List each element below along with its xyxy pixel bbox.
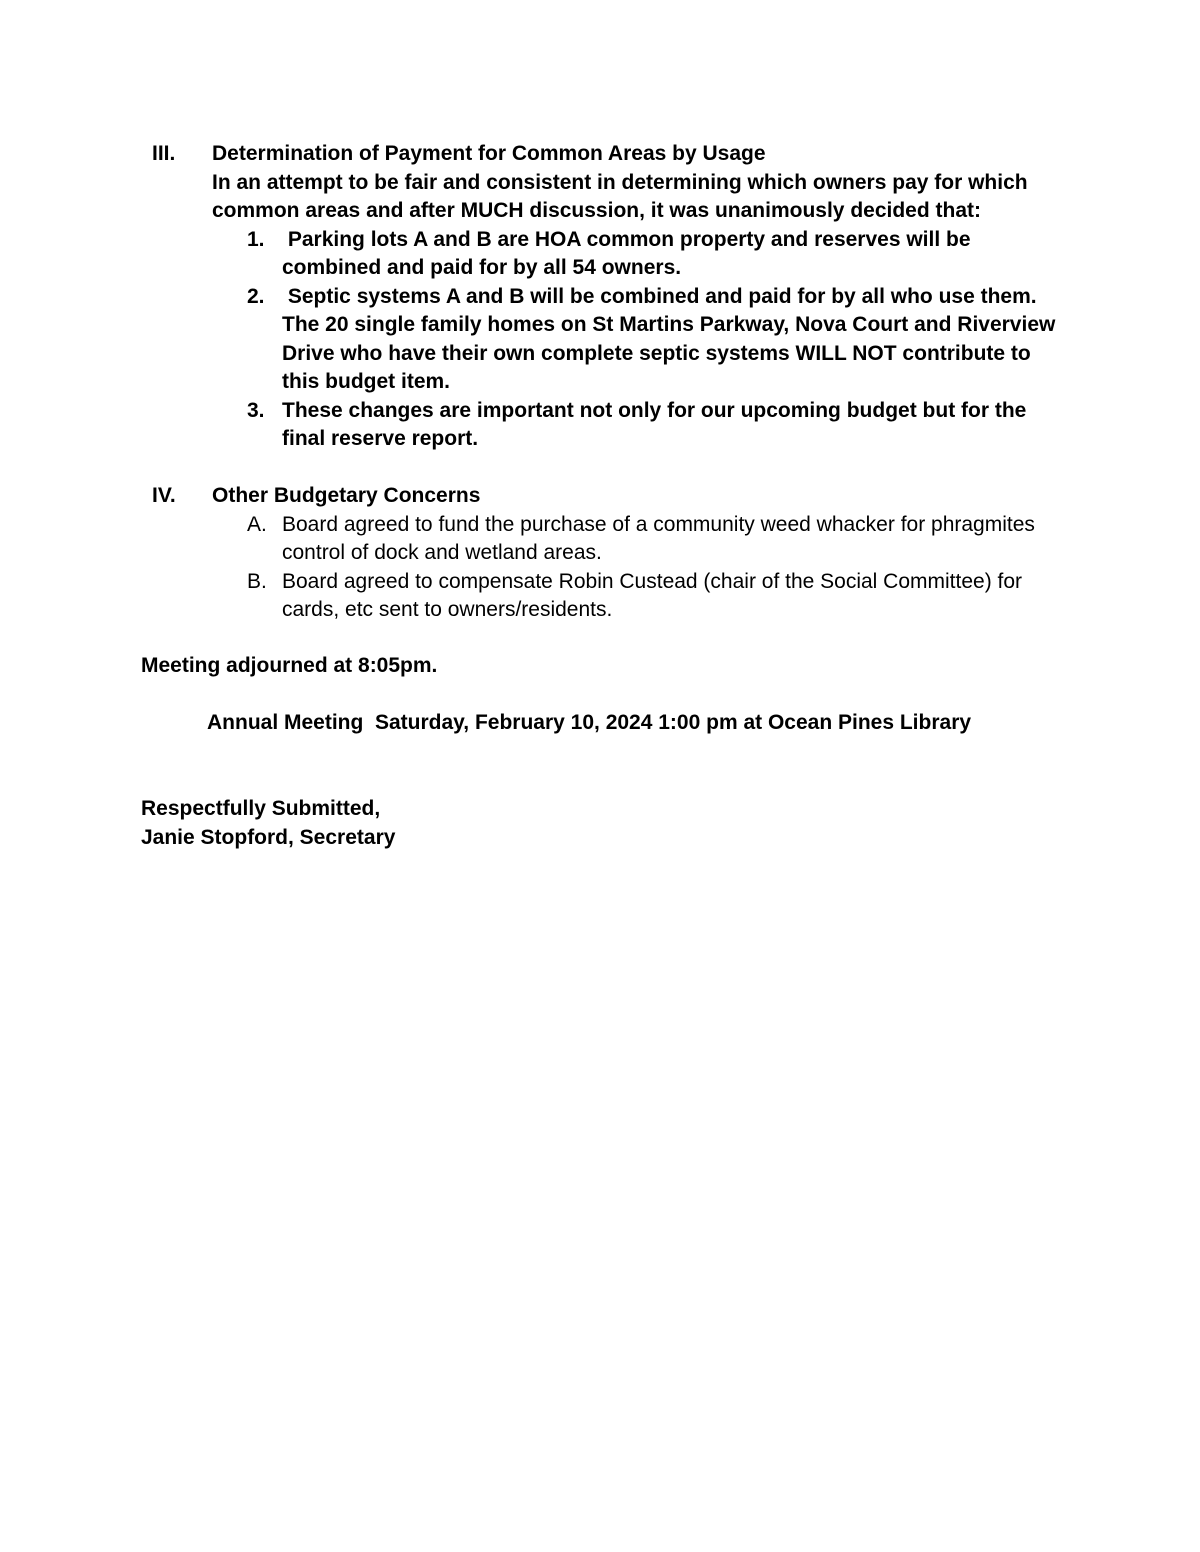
adjourned-note: Meeting adjourned at 8:05pm.: [141, 654, 438, 677]
decision-list: [247, 226, 1072, 454]
list-marker: A.: [247, 512, 267, 536]
section-number: III.: [152, 142, 176, 165]
list-item: [247, 397, 1072, 454]
list-item-text: Board agreed to fund the purchase of a community weed whacker for phragmites control of dock and wetland areas.: [282, 512, 1035, 564]
annual-meeting-note: Annual Meeting Saturday, February 10, 2024 1:00 pm at Ocean Pines Library: [207, 711, 972, 734]
list-item-text: These changes are important not only for our upcoming budget but for the final reserve report.: [282, 398, 1027, 450]
section-heading: Determination of Payment for Common Areas by Usage: [212, 142, 766, 165]
section-iii: [152, 140, 1072, 454]
concerns-list: [247, 511, 1072, 625]
list-item-text: Board agreed to compensate Robin Custead (chair of the Social Committee) for cards, etc sent to owners/residents.: [282, 569, 1023, 621]
list-marker: B.: [247, 569, 267, 593]
list-item: [247, 283, 1072, 397]
section-iv: [152, 482, 1072, 625]
list-item: [247, 568, 1072, 625]
section-body: [212, 140, 1072, 454]
list-marker: 1.: [247, 227, 265, 251]
section-body: [212, 482, 1072, 625]
list-marker: 3.: [247, 398, 265, 422]
section-heading: Other Budgetary Concerns: [212, 484, 481, 507]
section-intro: In an attempt to be fair and consistent in determining which owners pay for which common areas and after MUCH discussion, it was unanimously decided that:: [212, 170, 1028, 222]
signature-name: Janie Stopford, Secretary: [141, 825, 396, 849]
signature-closing: Respectfully Submitted,: [141, 797, 381, 820]
list-item: [247, 511, 1072, 568]
list-item: [247, 226, 1072, 283]
signature-block: [141, 795, 395, 852]
list-item-text: Septic systems A and B will be combined and paid for by all who use them. The 20 single family homes on St Martins Parkway, Nova Court and Riverview Drive who have their own complete septic systems WILL NOT contribute to this budget item.: [282, 284, 1062, 393]
section-number: IV.: [152, 484, 176, 507]
list-item-text: Parking lots A and B are HOA common property and reserves will be combined and paid for by all 54 owners.: [282, 227, 977, 279]
list-marker: 2.: [247, 284, 265, 308]
